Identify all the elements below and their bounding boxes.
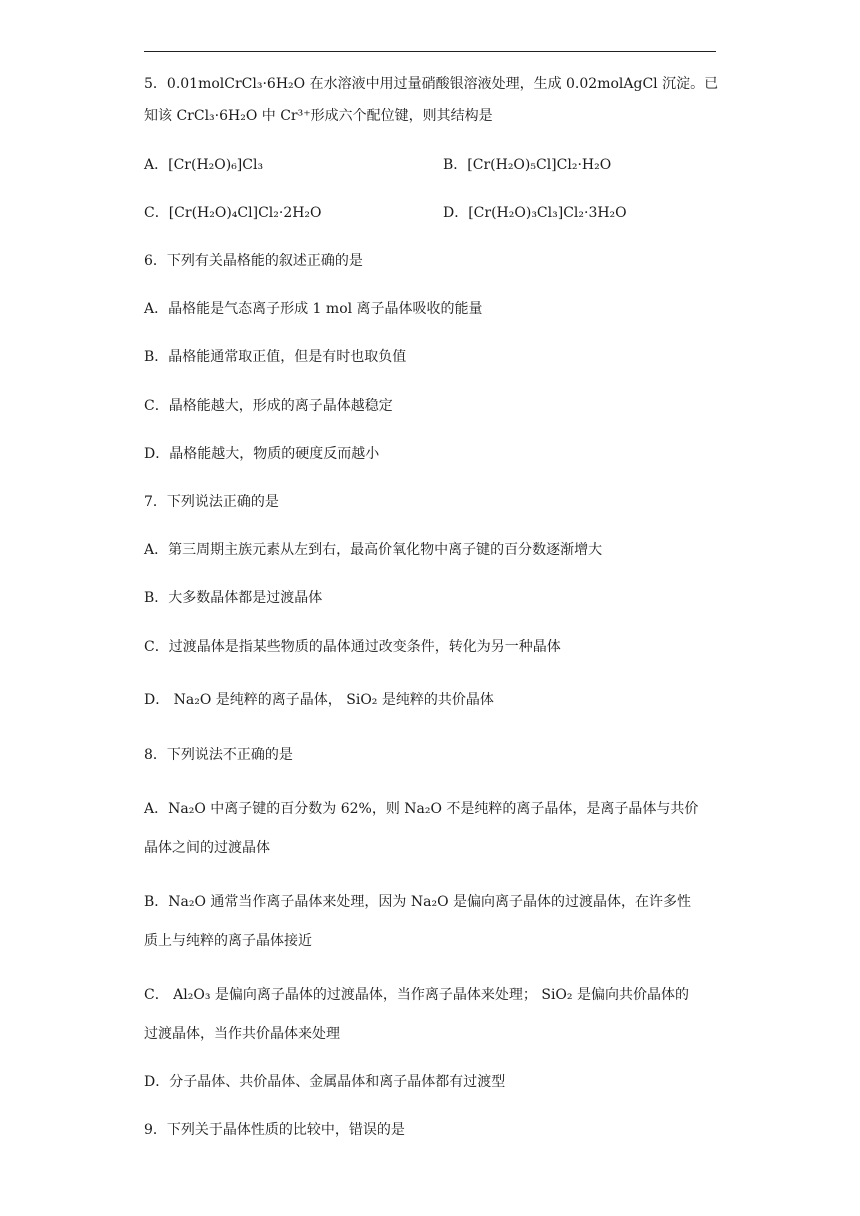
q5-stem-line1: 5．0.01molCrCl₃·6H₂O 在水溶液中用过量硝酸银溶液处理，生成 0.02molAgCl 沉淀。已 xyxy=(144,76,719,92)
q9-stem: 9．下列关于晶体性质的比较中，错误的是 xyxy=(144,1122,405,1138)
q7-option-a: A．第三周期主族元素从左到右，最高价氧化物中离子键的百分数逐渐增大 xyxy=(144,542,603,558)
q5-option-b: B．[Cr(H₂O)₅Cl]Cl₂·H₂O xyxy=(443,157,612,173)
q8-option-b-line1: B．Na₂O 通常当作离子晶体来处理，因为 Na₂O 是偏向离子晶体的过渡晶体，在许多性 xyxy=(144,894,692,910)
q7-option-d: D． Na₂O 是纯粹的离子晶体， SiO₂ 是纯粹的共价晶体 xyxy=(144,692,494,708)
q6-stem: 6．下列有关晶格能的叙述正确的是 xyxy=(144,253,363,269)
q6-option-b: B．晶格能通常取正值，但是有时也取负值 xyxy=(144,349,407,365)
q8-option-c-line2: 过渡晶体，当作共价晶体来处理 xyxy=(144,1026,340,1042)
q5-option-c: C．[Cr(H₂O)₄Cl]Cl₂·2H₂O xyxy=(144,205,322,221)
q7-option-b: B．大多数晶体都是过渡晶体 xyxy=(144,590,323,606)
q7-option-c: C．过渡晶体是指某些物质的晶体通过改变条件，转化为另一种晶体 xyxy=(144,639,561,655)
q6-option-a: A．晶格能是气态离子形成 1 mol 离子晶体吸收的能量 xyxy=(144,301,483,317)
header-rule xyxy=(144,51,716,52)
q8-stem: 8．下列说法不正确的是 xyxy=(144,747,293,763)
q8-option-c-line1: C． Al₂O₃ 是偏向离子晶体的过渡晶体，当作离子晶体来处理； SiO₂ 是偏向共价晶体的 xyxy=(144,987,689,1003)
q7-stem: 7．下列说法正确的是 xyxy=(144,494,279,510)
q8-option-b-line2: 质上与纯粹的离子晶体接近 xyxy=(144,933,312,949)
q8-option-a-line1: A．Na₂O 中离子键的百分数为 62%，则 Na₂O 不是纯粹的离子晶体，是离子晶体与共价 xyxy=(144,801,699,817)
q8-option-a-line2: 晶体之间的过渡晶体 xyxy=(144,840,270,856)
q5-option-a: A．[Cr(H₂O)₆]Cl₃ xyxy=(144,157,264,173)
q5-option-d: D．[Cr(H₂O)₃Cl₃]Cl₂·3H₂O xyxy=(443,205,627,221)
q6-option-c: C．晶格能越大，形成的离子晶体越稳定 xyxy=(144,398,393,414)
q6-option-d: D．晶格能越大，物质的硬度反而越小 xyxy=(144,446,380,462)
q5-stem-line2: 知该 CrCl₃·6H₂O 中 Cr³⁺形成六个配位键，则其结构是 xyxy=(144,108,493,124)
q8-option-d: D．分子晶体、共价晶体、金属晶体和离子晶体都有过渡型 xyxy=(144,1074,506,1090)
